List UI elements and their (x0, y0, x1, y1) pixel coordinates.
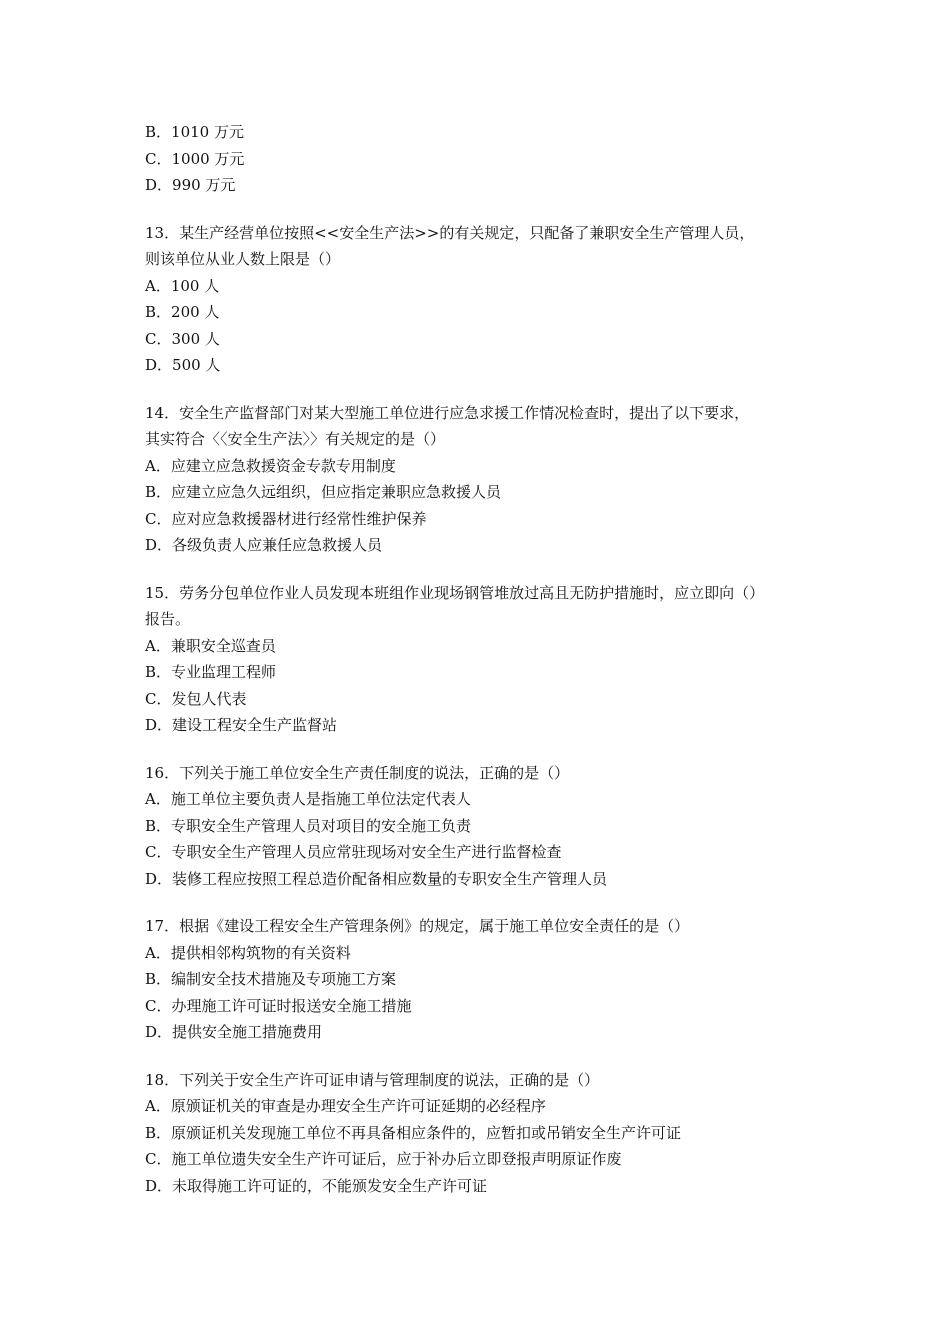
option-d: D．建设工程安全生产监督站 (145, 716, 338, 734)
option-a: A．100 人 (145, 276, 220, 295)
option-d: D．500 人 (145, 356, 221, 374)
option-b: B．专业监理工程师 (145, 663, 277, 681)
question-14 (145, 400, 825, 559)
option-c: C．施工单位遗失安全生产许可证后，应于补办后立即登报声明原证作废 (145, 1150, 622, 1168)
question-stem-line: 14．安全生产监督部门对某大型施工单位进行应急求援工作情况检查时，提出了以下要求， (145, 403, 750, 422)
question-stem-line: 15．劳务分包单位作业人员发现本班组作业现场钢管堆放过高且无防护措施时，应立即向（） (145, 583, 765, 602)
question-17 (145, 913, 825, 1046)
question-stem-line: 16．下列关于施工单位安全生产责任制度的说法，正确的是（） (145, 763, 570, 782)
option-b: B．原颁证机关发现施工单位不再具备相应条件的，应暂扣或吊销安全生产许可证 (145, 1123, 682, 1142)
option-b: B．编制安全技术措施及专项施工方案 (145, 970, 397, 988)
option-d: D．装修工程应按照工程总造价配备相应数量的专职安全生产管理人员 (145, 869, 608, 888)
option-a: A．应建立应急救援资金专款专用制度 (145, 456, 396, 475)
document-page (145, 119, 825, 1199)
option-d: D．未取得施工许可证的，不能颁发安全生产许可证 (145, 1176, 488, 1195)
option-b: B．专职安全生产管理人员对项目的安全施工负责 (145, 816, 472, 835)
question-stem-line: 其实符合〈〈安全生产法〉〉有关规定的是（） (145, 430, 446, 448)
question-stem-line: 18．下列关于安全生产许可证申请与管理制度的说法，正确的是（） (145, 1070, 600, 1089)
question-stem-line: 17．根据《建设工程安全生产管理条例》的规定，属于施工单位安全责任的是（） (145, 917, 690, 935)
option-c: C．1000 万元 (145, 149, 245, 168)
question-13 (145, 220, 825, 379)
question-stem-line: 报告。 (145, 610, 191, 628)
question-stem-line: 则该单位从业人数上限是（） (145, 250, 341, 268)
option-c: C．办理施工许可证时报送安全施工措施 (145, 996, 412, 1015)
option-c: C．发包人代表 (145, 689, 247, 708)
option-a: A．提供相邻构筑物的有关资料 (145, 943, 351, 962)
option-b: B．应建立应急久远组织，但应指定兼职应急救援人员 (145, 483, 502, 501)
option-c: C．应对应急救援器材进行经常性维护保养 (145, 509, 427, 528)
question-18 (145, 1067, 825, 1200)
option-b: B．1010 万元 (145, 123, 244, 141)
question-16 (145, 760, 825, 893)
question-15 (145, 580, 825, 739)
option-c: C．300 人 (145, 329, 220, 348)
option-d: D．各级负责人应兼任应急救援人员 (145, 536, 383, 554)
question-12 (145, 119, 825, 199)
option-b: B．200 人 (145, 303, 220, 321)
option-d: D．990 万元 (145, 176, 236, 194)
option-a: A．原颁证机关的审查是办理安全生产许可证延期的必经程序 (145, 1097, 546, 1115)
option-c: C．专职安全生产管理人员应常驻现场对安全生产进行监督检查 (145, 843, 562, 861)
option-d: D．提供安全施工措施费用 (145, 1023, 323, 1041)
option-a: A．施工单位主要负责人是指施工单位法定代表人 (145, 790, 471, 808)
option-a: A．兼职安全巡查员 (145, 636, 276, 655)
question-stem-line: 13．某生产经营单位按照<<安全生产法>>的有关规定，只配备了兼职安全生产管理人员， (145, 223, 755, 242)
